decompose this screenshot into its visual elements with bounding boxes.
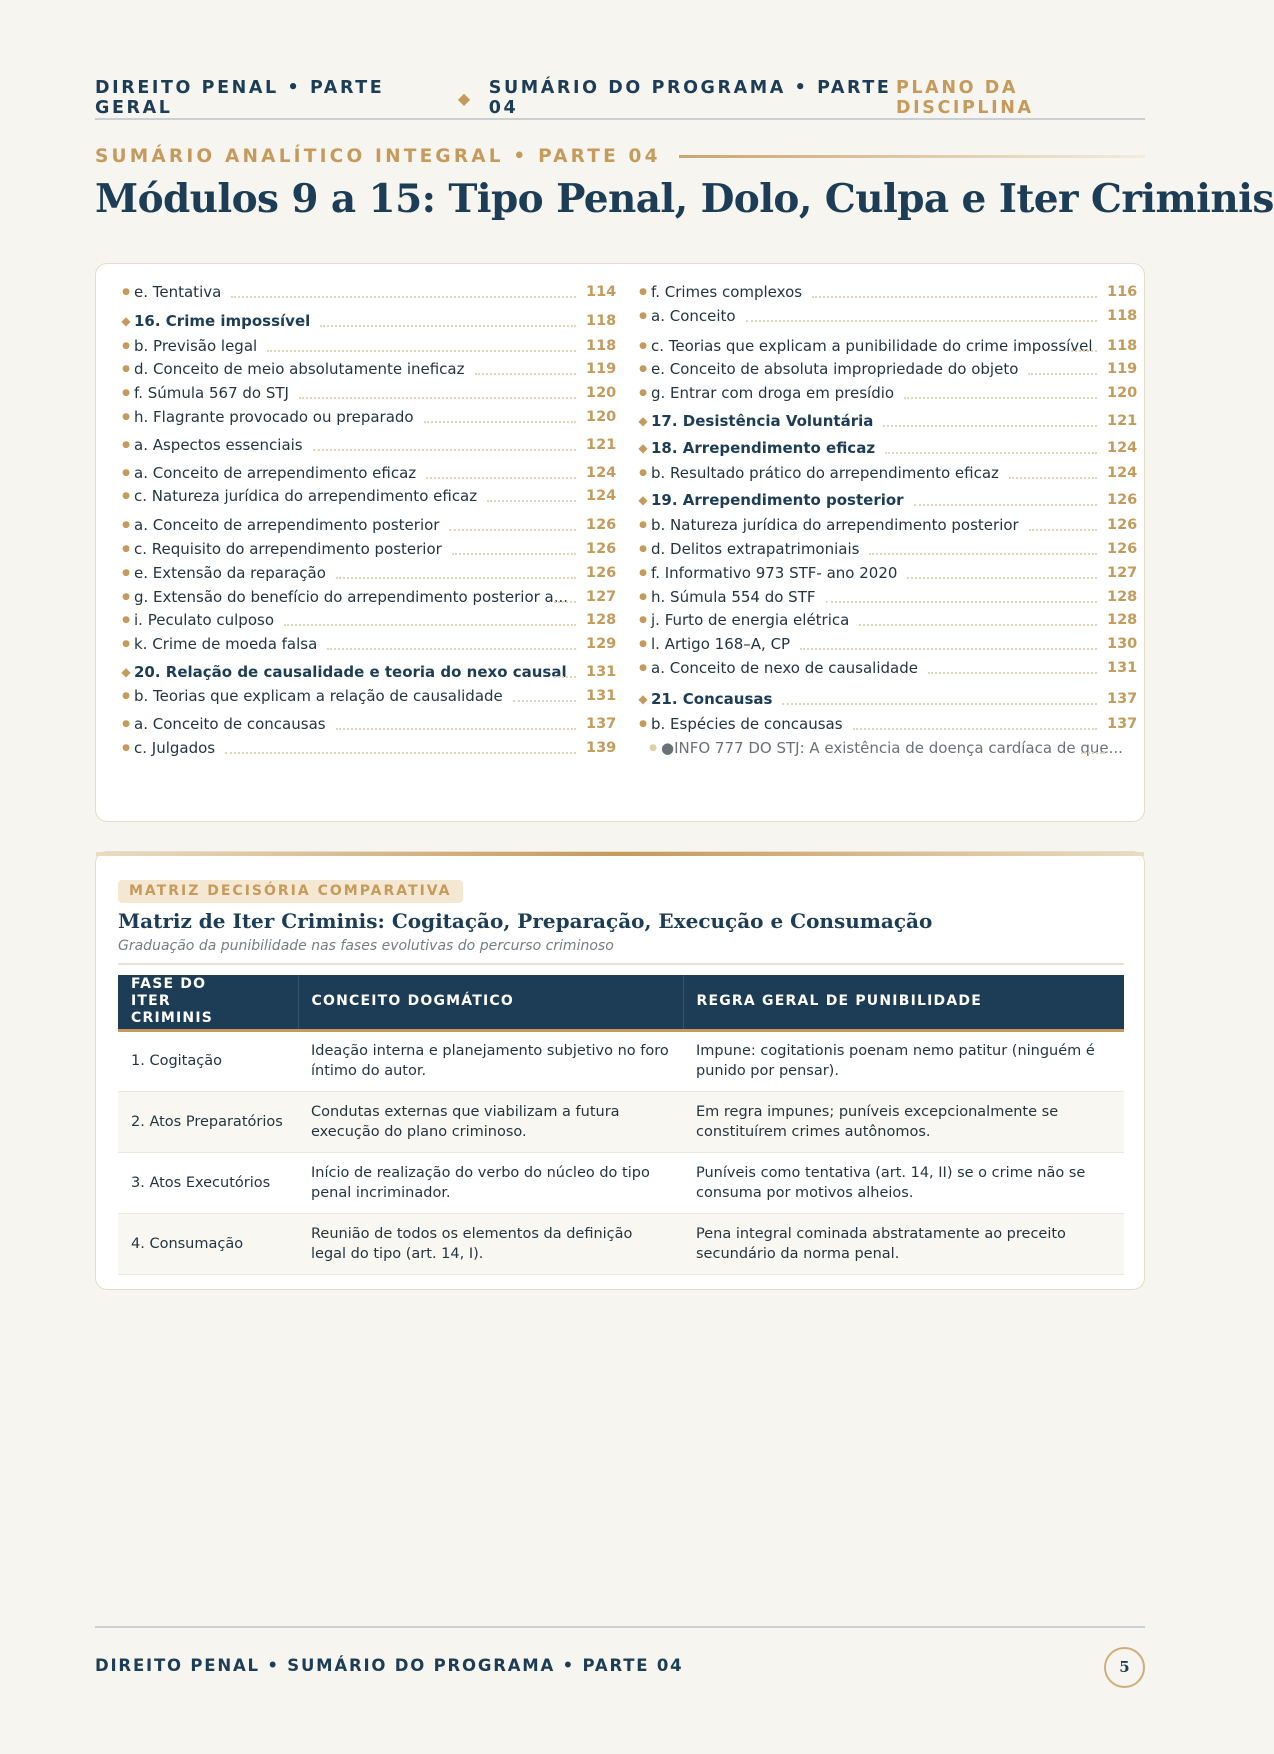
toc-entry (635, 609, 1138, 631)
dot-bullet-icon: ● (639, 544, 647, 554)
dot-bullet-icon: ● (639, 287, 647, 297)
toc-entry (118, 609, 617, 631)
toc-page-number: 120 (1107, 385, 1138, 401)
section-kicker (95, 146, 1145, 167)
matrix-title: Matriz de Iter Criminis: Cogitação, Preparação, Execução e Consumação (118, 909, 933, 933)
toc-entry (118, 382, 617, 404)
toc-entry-label: f. Crimes complexos (651, 283, 803, 301)
toc-entry-label: b. Resultado prático do arrependimento eficaz (651, 464, 999, 482)
toc-entry-label: d. Delitos extrapatrimoniais (651, 540, 860, 558)
table-cell-fase: 3. Atos Executórios (118, 1152, 298, 1213)
toc-entry (118, 462, 617, 484)
toc-entry (118, 281, 617, 303)
dot-bullet-icon: ● (122, 719, 130, 729)
toc-dot-leader (1081, 742, 1105, 754)
header-summary: SUMÁRIO DO PROGRAMA • PARTE 04 (488, 78, 892, 118)
toc-entry-label: e. Tentativa (134, 283, 222, 301)
dot-bullet-icon: ● (122, 412, 130, 422)
dot-bullet-icon: ● (122, 691, 130, 701)
toc-entry-label: f. Informativo 973 STF- ano 2020 (651, 564, 898, 582)
column-header-fase-text: FASE DO ITER CRIMINIS (131, 976, 214, 1027)
toc-entry-label: a. Conceito de concausas (134, 715, 326, 733)
toc-dot-leader (513, 690, 576, 702)
toc-section-heading (635, 437, 1138, 459)
toc-section-heading (118, 310, 617, 332)
dot-bullet-icon: ● (122, 544, 130, 554)
toc-entry-label: b. Teorias que explicam a relação de causalidade (134, 687, 503, 705)
running-footer: DIREITO PENAL • SUMÁRIO DO PROGRAMA • PARTE 04 (95, 1656, 684, 1675)
toc-dot-leader (554, 591, 576, 603)
toc-dot-leader (299, 387, 576, 399)
dot-bullet-icon: ● (639, 639, 647, 649)
toc-page-number: 120 (586, 409, 617, 425)
toc-entry-label: l. Artigo 168–A, CP (651, 635, 791, 653)
toc-entry (118, 434, 617, 456)
toc-entry (118, 335, 617, 357)
toc-dot-leader (907, 567, 1097, 579)
toc-entry-label: g. Extensão do benefício do arrependimento posterior a... (134, 588, 569, 606)
toc-entry (635, 713, 1138, 735)
toc-dot-leader (336, 567, 576, 579)
toc-entry (635, 586, 1138, 608)
diamond-bullet-icon: ◆ (121, 314, 131, 328)
toc-section-heading (635, 688, 1138, 710)
toc-page-number: 126 (586, 565, 617, 581)
section-kicker-text: SUMÁRIO ANALÍTICO INTEGRAL • PARTE 04 (95, 146, 661, 167)
toc-page-number: 121 (586, 437, 617, 453)
toc-entry (118, 485, 617, 507)
toc-dot-leader (1029, 519, 1097, 531)
toc-section-heading (118, 661, 617, 683)
toc-card (95, 263, 1145, 822)
dot-bullet-icon: ● (122, 639, 130, 649)
toc-page-number: 127 (586, 589, 617, 605)
dot-bullet-icon: ● (639, 663, 647, 673)
dot-bullet-icon: ● (122, 615, 130, 625)
table-header-row (118, 975, 1124, 1030)
toc-entry-label: b. Espécies de concausas (651, 715, 843, 733)
toc-dot-leader (231, 286, 576, 298)
toc-entry (118, 713, 617, 735)
toc-page-number: 131 (586, 688, 617, 704)
dot-bullet-icon: ● (122, 592, 130, 602)
toc-entry (118, 633, 617, 655)
dot-bullet-icon: ● (639, 388, 647, 398)
toc-entry-label: b. Previsão legal (134, 337, 258, 355)
diamond-bullet-icon: ◆ (638, 441, 648, 455)
toc-page-number: 119 (1107, 361, 1138, 377)
toc-entry-label: h. Flagrante provocado ou preparado (134, 408, 414, 426)
dot-bullet-icon: ● (122, 743, 130, 753)
toc-entry (118, 358, 617, 380)
toc-entry-label: 17. Desistência Voluntária (651, 412, 874, 430)
toc-entry-label: d. Conceito de meio absolutamente ineficaz (134, 360, 465, 378)
toc-entry (635, 562, 1138, 584)
dot-bullet-icon: ● (122, 440, 130, 450)
table-cell-conceito: Ideação interna e planejamento subjetivo no foro íntimo do autor. (298, 1030, 683, 1091)
iter-criminis-table (118, 975, 1124, 1275)
dot-bullet-icon: ● (639, 311, 647, 321)
table-cell-regra: Em regra impunes; puníveis excepcionalmente se constituírem crimes autônomos. (683, 1091, 1124, 1152)
toc-dot-leader (1071, 340, 1097, 352)
toc-dot-leader (267, 340, 576, 352)
toc-page-number: 137 (586, 716, 617, 732)
toc-page-number: 124 (1107, 465, 1138, 481)
toc-entry-label: i. Peculato culposo (134, 611, 274, 629)
toc-dot-leader (904, 387, 1097, 399)
toc-page-number: 124 (586, 465, 617, 481)
toc-entry (635, 657, 1138, 679)
toc-dot-leader (1028, 363, 1097, 375)
toc-entry (635, 281, 1138, 303)
toc-entry (118, 685, 617, 707)
page-number-badge: 5 (1104, 1647, 1145, 1688)
table-cell-regra: Impune: cogitationis poenam nemo patitur (ninguém é punido por pensar). (683, 1030, 1124, 1091)
toc-page-number: 124 (586, 488, 617, 504)
toc-page-number: 120 (586, 385, 617, 401)
page-title: Módulos 9 a 15: Tipo Penal, Dolo, Culpa e Iter Criminis (95, 176, 1274, 222)
toc-dot-leader (883, 415, 1097, 427)
dot-bullet-icon: ● (639, 719, 647, 729)
toc-entry-label: c. Teorias que explicam a punibilidade do crime impossível (651, 337, 1093, 355)
toc-entry-label: c. Requisito do arrependimento posterior (134, 540, 442, 558)
toc-section-heading (635, 489, 1138, 511)
toc-entry (635, 335, 1138, 357)
table-row (118, 1152, 1124, 1213)
table-row (118, 1213, 1124, 1274)
toc-page-number: 130 (1107, 636, 1138, 652)
toc-entry-label: 18. Arrependimento eficaz (651, 439, 876, 457)
dot-bullet-icon: ● (122, 388, 130, 398)
matrix-divider (118, 963, 1124, 965)
dot-bullet-icon: ● (639, 592, 647, 602)
toc-dot-leader (928, 662, 1097, 674)
diamond-bullet-icon: ◆ (638, 493, 648, 507)
toc-page-number: 131 (1107, 660, 1138, 676)
toc-entry-label: a. Conceito de arrependimento posterior (134, 516, 440, 534)
dot-bullet-icon: ● (122, 287, 130, 297)
toc-entry (635, 382, 1138, 404)
toc-dot-leader (1009, 467, 1097, 479)
toc-dot-leader (853, 718, 1097, 730)
toc-section-heading (635, 410, 1138, 432)
diamond-icon: ◆ (457, 88, 473, 108)
toc-dot-leader (859, 614, 1097, 626)
toc-dot-leader (812, 286, 1097, 298)
matrix-accent-line (96, 852, 1144, 856)
toc-dot-leader (284, 614, 576, 626)
toc-dot-leader (746, 310, 1097, 322)
kicker-rule (679, 155, 1145, 158)
dot-bullet-icon: ● (122, 568, 130, 578)
toc-page-number: 128 (1107, 589, 1138, 605)
toc-dot-leader (426, 467, 576, 479)
header-divider (95, 118, 1145, 120)
footer-divider (95, 1626, 1145, 1628)
toc-entry-label: 20. Relação de causalidade e teoria do nexo causal (134, 663, 567, 681)
running-header (95, 78, 1145, 118)
matrix-badge: MATRIZ DECISÓRIA COMPARATIVA (118, 880, 463, 903)
toc-dot-leader (336, 718, 576, 730)
toc-dot-leader (869, 543, 1097, 555)
toc-entry-label: g. Entrar com droga em presídio (651, 384, 895, 402)
toc-page-number: 128 (1107, 612, 1138, 628)
toc-dot-leader (914, 494, 1097, 506)
toc-dot-leader (452, 543, 576, 555)
toc-entry (635, 305, 1138, 327)
table-cell-regra: Pena integral cominada abstratamente ao preceito secundário da norma penal. (683, 1213, 1124, 1274)
toc-entry (118, 737, 617, 759)
matrix-subtitle: Graduação da punibilidade nas fases evolutivas do percurso criminoso (118, 938, 614, 954)
toc-entry-label: e. Conceito de absoluta impropriedade do objeto (651, 360, 1019, 378)
toc-entry-label: c. Julgados (134, 739, 216, 757)
dot-bullet-icon: ● (639, 520, 647, 530)
table-cell-conceito: Reunião de todos os elementos da definição legal do tipo (art. 14, I). (298, 1213, 683, 1274)
toc-entry-label: a. Conceito de nexo de causalidade (651, 659, 918, 677)
toc-entry-label: j. Furto de energia elétrica (651, 611, 850, 629)
toc-dot-leader (327, 638, 576, 650)
toc-page-number: 128 (586, 612, 617, 628)
dot-bullet-icon: ● (639, 341, 647, 351)
toc-dot-leader (449, 519, 576, 531)
table-row (118, 1091, 1124, 1152)
dot-bullet-icon: ● (649, 743, 657, 753)
toc-entry-label: a. Aspectos essenciais (134, 436, 303, 454)
toc-page-number: 116 (1107, 284, 1138, 300)
toc-dot-leader (424, 411, 576, 423)
toc-entry (118, 562, 617, 584)
header-plan: PLANO DA DISCIPLINA (896, 78, 1034, 118)
toc-entry-label: c. Natureza jurídica do arrependimento eficaz (134, 487, 478, 505)
toc-dot-leader (800, 638, 1097, 650)
toc-page-number: 139 (586, 740, 617, 756)
toc-entry-label: 21. Concausas (651, 690, 773, 708)
diamond-bullet-icon: ◆ (638, 692, 648, 706)
toc-entry (635, 538, 1138, 560)
dot-bullet-icon: ● (122, 520, 130, 530)
toc-page-number: 118 (586, 338, 617, 354)
toc-entry (635, 737, 1129, 759)
toc-dot-leader (225, 742, 576, 754)
toc-entry-label: a. Conceito de arrependimento eficaz (134, 464, 417, 482)
dot-bullet-icon: ● (639, 364, 647, 374)
toc-dot-leader (554, 666, 576, 678)
toc-page-number: 127 (1107, 565, 1138, 581)
dot-bullet-icon: ● (639, 568, 647, 578)
dot-bullet-icon: ● (122, 364, 130, 374)
toc-entry-label: k. Crime de moeda falsa (134, 635, 318, 653)
toc-page-number: 126 (1107, 541, 1138, 557)
toc-entry (118, 586, 617, 608)
toc-page-number: 118 (1107, 308, 1138, 324)
table-cell-regra: Puníveis como tentativa (art. 14, II) se o crime não se consuma por motivos alheios. (683, 1152, 1124, 1213)
document-page (95, 0, 1274, 1754)
toc-entry (118, 538, 617, 560)
toc-entry-label: h. Súmula 554 do STF (651, 588, 816, 606)
table-cell-conceito: Condutas externas que viabilizam a futura execução do plano criminoso. (298, 1091, 683, 1152)
toc-entry (635, 358, 1138, 380)
header-course: DIREITO PENAL • PARTE GERAL (95, 78, 385, 118)
toc-dot-leader (475, 363, 577, 375)
toc-page-number: 126 (586, 517, 617, 533)
toc-entry (635, 514, 1138, 536)
toc-dot-leader (487, 490, 576, 502)
toc-entry-label: 16. Crime impossível (134, 312, 311, 330)
matrix-card (95, 851, 1145, 1290)
toc-dot-leader (313, 439, 576, 451)
column-header-fase (118, 975, 298, 1030)
table-cell-fase: 2. Atos Preparatórios (118, 1091, 298, 1152)
toc-page-number: 114 (586, 284, 617, 300)
toc-entry-label: e. Extensão da reparação (134, 564, 326, 582)
toc-page-number: 119 (586, 361, 617, 377)
toc-dot-leader (320, 315, 576, 327)
toc-entry-label: f. Súmula 567 do STJ (134, 384, 289, 402)
toc-page-number: 137 (1107, 691, 1138, 707)
column-header-conceito: CONCEITO DOGMÁTICO (298, 975, 683, 1030)
toc-page-number: 126 (1107, 517, 1138, 533)
toc-dot-leader (826, 591, 1098, 603)
toc-page-number: 129 (586, 636, 617, 652)
toc-entry (635, 633, 1138, 655)
dot-bullet-icon: ● (122, 341, 130, 351)
table-cell-conceito: Início de realização do verbo do núcleo do tipo penal incriminador. (298, 1152, 683, 1213)
toc-page-number: 126 (586, 541, 617, 557)
running-header-left (95, 78, 896, 118)
toc-page-number: 118 (1107, 338, 1138, 354)
toc-page-number: 124 (1107, 440, 1138, 456)
dot-bullet-icon: ● (122, 491, 130, 501)
diamond-bullet-icon: ◆ (638, 414, 648, 428)
table-cell-fase: 4. Consumação (118, 1213, 298, 1274)
toc-entry-label: a. Conceito (651, 307, 736, 325)
toc-entry (635, 462, 1138, 484)
dot-bullet-icon: ● (639, 468, 647, 478)
dot-bullet-icon: ● (639, 615, 647, 625)
toc-entry (118, 514, 617, 536)
toc-page-number: 121 (1107, 413, 1138, 429)
toc-page-number: 131 (586, 664, 617, 680)
toc-dot-leader (885, 442, 1097, 454)
toc-page-number: 126 (1107, 492, 1138, 508)
table-row (118, 1030, 1124, 1091)
diamond-bullet-icon: ◆ (121, 665, 131, 679)
toc-page-number: 137 (1107, 716, 1138, 732)
toc-entry-label: 19. Arrependimento posterior (651, 491, 904, 509)
table-cell-fase: 1. Cogitação (118, 1030, 298, 1091)
toc-page-number: 118 (586, 313, 617, 329)
dot-bullet-icon: ● (122, 468, 130, 478)
toc-dot-leader (782, 693, 1097, 705)
toc-entry-label: ●INFO 777 DO STJ: A existência de doença cardíaca de que... (661, 739, 1123, 757)
column-header-regra: REGRA GERAL DE PUNIBILIDADE (683, 975, 1124, 1030)
toc-entry (118, 406, 617, 428)
toc-entry-label: b. Natureza jurídica do arrependimento posterior (651, 516, 1019, 534)
